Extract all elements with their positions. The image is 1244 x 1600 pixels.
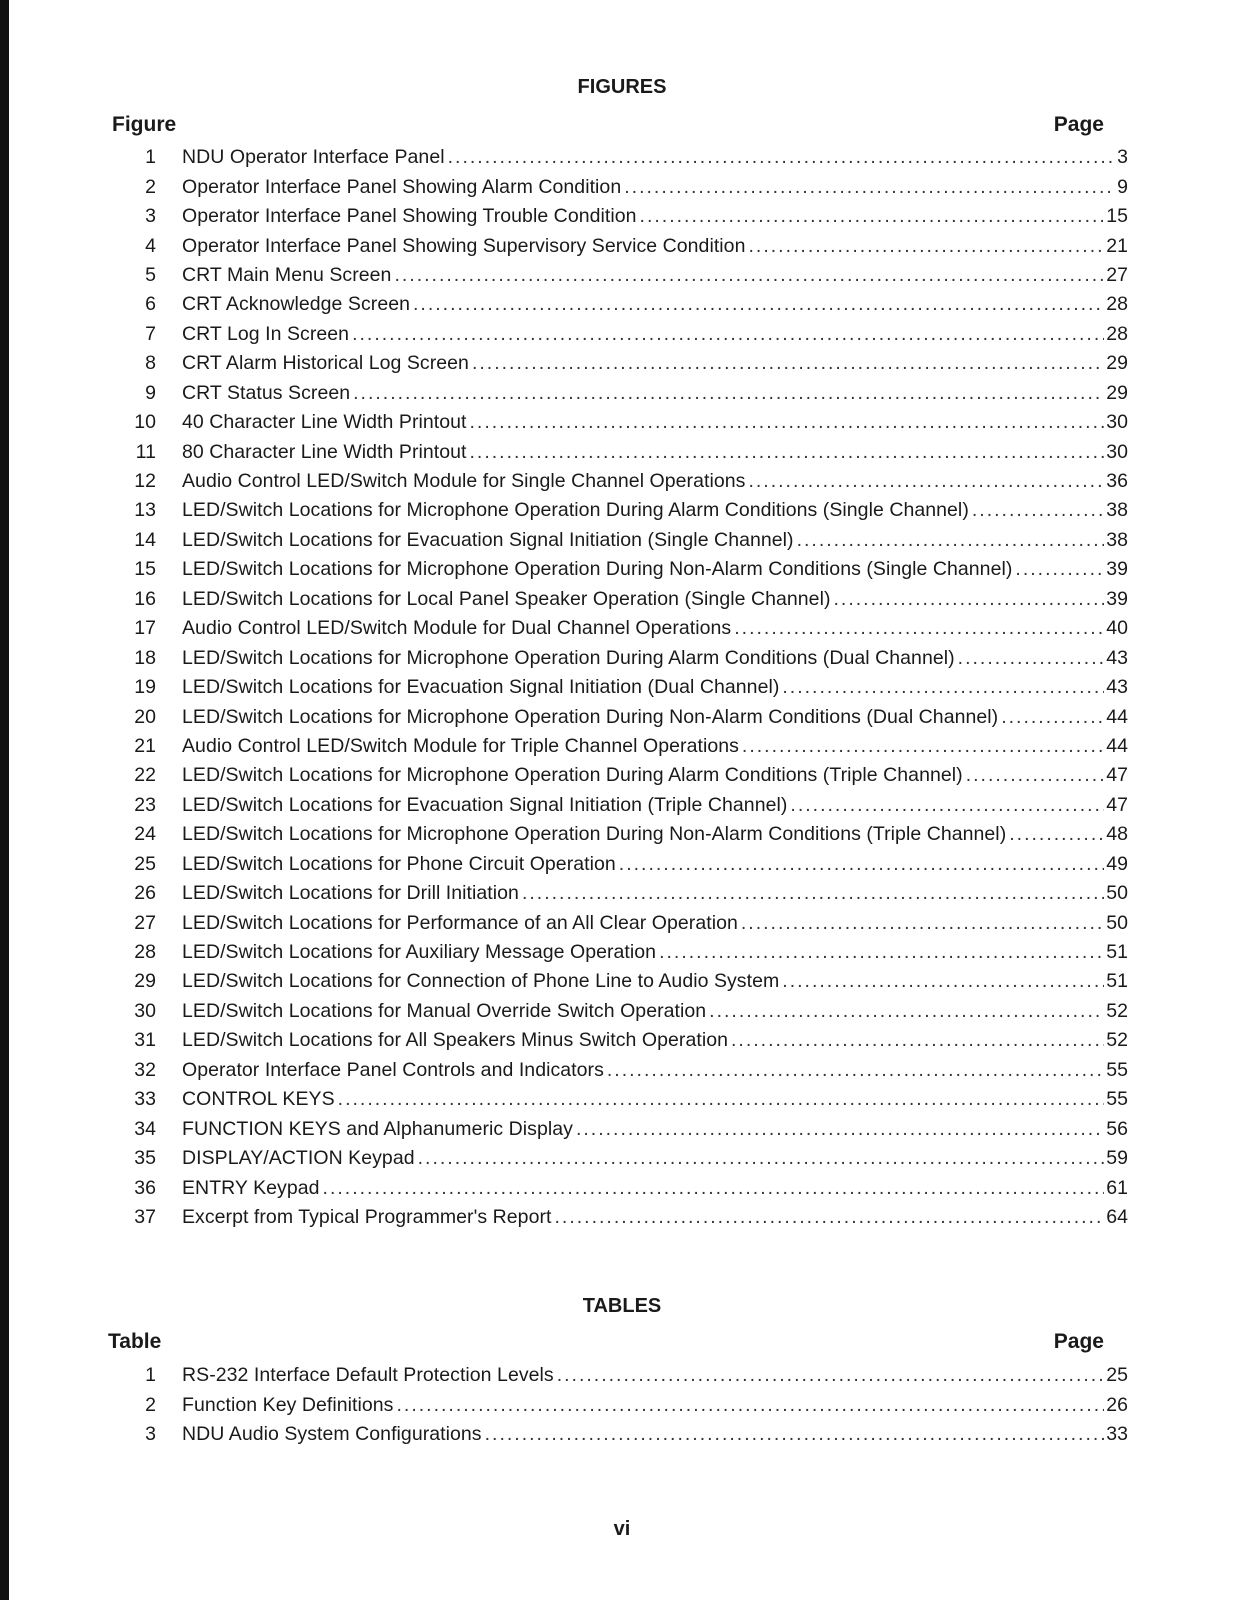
- figure-line: [182, 970, 1128, 993]
- figure-number: 31: [134, 1029, 156, 1052]
- figure-line: [182, 235, 1128, 258]
- figure-number: 33: [134, 1088, 156, 1111]
- figure-line: [182, 264, 1128, 287]
- figure-number: 11: [135, 440, 156, 463]
- figure-number: 22: [134, 764, 156, 787]
- figure-entry: [118, 437, 1128, 466]
- scan-edge-bar: [0, 0, 9, 1600]
- tables-page-label: Page: [1053, 1330, 1104, 1353]
- dot-leader: [557, 1364, 1104, 1387]
- dot-leader: [834, 588, 1105, 611]
- figure-number: 13: [134, 499, 156, 522]
- figure-entry: [118, 967, 1128, 996]
- figure-entry: [118, 643, 1128, 672]
- figure-title: Operator Interface Panel Controls and Indicators: [182, 1058, 604, 1081]
- figure-entry: [118, 231, 1128, 260]
- tables-list: [118, 1361, 1128, 1449]
- dot-leader: [418, 1147, 1105, 1170]
- figure-title: LED/Switch Locations for Auxiliary Message Operation: [182, 941, 657, 964]
- dot-leader: [470, 441, 1105, 464]
- figure-page: 59: [1106, 1147, 1128, 1170]
- figure-title: 80 Character Line Width Printout: [182, 440, 467, 463]
- figure-line: [182, 1206, 1128, 1229]
- figure-line: [182, 1088, 1128, 1111]
- figure-line: [182, 1029, 1128, 1052]
- figure-page: 43: [1106, 676, 1128, 699]
- figure-page: 56: [1106, 1117, 1128, 1140]
- figure-page: 29: [1106, 352, 1128, 375]
- dot-leader: [748, 470, 1104, 493]
- figure-page: 47: [1106, 793, 1128, 816]
- figure-number: 18: [134, 646, 156, 669]
- figure-number: 35: [134, 1147, 156, 1170]
- figure-entry: [118, 555, 1128, 584]
- figure-page: 21: [1106, 234, 1128, 257]
- figure-entry: [118, 261, 1128, 290]
- figures-page-label: Page: [1053, 113, 1104, 136]
- figure-title: Audio Control LED/Switch Module for Single Channel Operations: [182, 470, 746, 493]
- figure-number: 14: [134, 528, 156, 551]
- dot-leader: [797, 529, 1105, 552]
- figure-page: 64: [1106, 1205, 1128, 1228]
- figure-line: [182, 558, 1128, 581]
- dot-leader: [734, 617, 1104, 640]
- figure-line: [182, 588, 1128, 611]
- figure-line: [182, 735, 1128, 758]
- figure-page: 52: [1106, 999, 1128, 1022]
- dot-leader: [782, 970, 1104, 993]
- figure-line: [182, 882, 1128, 905]
- figure-number: 36: [134, 1176, 156, 1199]
- figure-page: 49: [1106, 852, 1128, 875]
- figure-title: Operator Interface Panel Showing Alarm Condition: [182, 175, 622, 198]
- figure-title: LED/Switch Locations for Evacuation Signal Initiation (Triple Channel): [182, 793, 788, 816]
- dot-leader: [413, 293, 1104, 316]
- figure-page: 48: [1106, 823, 1128, 846]
- figure-title: LED/Switch Locations for Performance of an All Clear Operation: [182, 911, 738, 934]
- figure-line: [182, 293, 1128, 316]
- table-number: 3: [145, 1423, 156, 1446]
- figure-number: 19: [134, 676, 156, 699]
- figure-entry: [118, 938, 1128, 967]
- figure-number: 12: [134, 470, 156, 493]
- figure-number: 37: [134, 1205, 156, 1228]
- table-entry: [118, 1390, 1128, 1419]
- figure-title: LED/Switch Locations for Microphone Operation During Non-Alarm Conditions (Dual Channel): [182, 705, 999, 728]
- figure-number: 16: [134, 587, 156, 610]
- figure-number: 27: [134, 911, 156, 934]
- figure-title: LED/Switch Locations for Microphone Operation During Alarm Conditions (Triple Channel): [182, 764, 963, 787]
- figure-page: 27: [1106, 263, 1128, 286]
- dot-leader: [554, 1206, 1104, 1229]
- dot-leader: [1009, 823, 1104, 846]
- figure-line: [182, 853, 1128, 876]
- figure-line: [182, 764, 1128, 787]
- dot-leader: [659, 941, 1104, 964]
- figure-entry: [118, 673, 1128, 702]
- dot-leader: [1001, 706, 1104, 729]
- dot-leader: [472, 352, 1104, 375]
- figure-title: LED/Switch Locations for Drill Initiation: [182, 882, 519, 905]
- figure-title: LED/Switch Locations for Microphone Operation During Non-Alarm Conditions (Single Channel): [182, 558, 1013, 581]
- figure-title: Operator Interface Panel Showing Supervisory Service Condition: [182, 234, 746, 257]
- figure-number: 4: [145, 234, 156, 257]
- dot-leader: [709, 1000, 1104, 1023]
- figure-title: CRT Log In Screen: [182, 322, 350, 345]
- table-title: NDU Audio System Configurations: [182, 1423, 482, 1446]
- dot-leader: [742, 735, 1104, 758]
- figure-number: 20: [134, 705, 156, 728]
- figure-line: [182, 146, 1128, 169]
- figure-number: 9: [145, 381, 156, 404]
- figure-title: LED/Switch Locations for Microphone Operation During Alarm Conditions (Dual Channel): [182, 646, 955, 669]
- table-line: [182, 1394, 1128, 1417]
- figure-number: 28: [134, 941, 156, 964]
- figure-entry: [118, 585, 1128, 614]
- table-number: 1: [145, 1364, 156, 1387]
- figure-line: [182, 1059, 1128, 1082]
- figure-line: [182, 1147, 1128, 1170]
- figure-page: 36: [1106, 470, 1128, 493]
- dot-leader: [972, 499, 1104, 522]
- figure-number: 5: [145, 263, 156, 286]
- table-page: 25: [1106, 1364, 1128, 1387]
- figure-line: [182, 411, 1128, 434]
- figure-entry: [118, 202, 1128, 231]
- figure-page: 38: [1106, 499, 1128, 522]
- dot-leader: [323, 1177, 1105, 1200]
- figure-page: 29: [1106, 381, 1128, 404]
- figure-entry: [118, 496, 1128, 525]
- figure-line: [182, 499, 1128, 522]
- figure-number: 3: [145, 205, 156, 228]
- figure-line: [182, 1000, 1128, 1023]
- figure-number: 1: [145, 146, 156, 169]
- figure-line: [182, 1177, 1128, 1200]
- figure-entry: [118, 408, 1128, 437]
- dot-leader: [448, 146, 1115, 169]
- figure-line: [182, 794, 1128, 817]
- figure-title: CONTROL KEYS: [182, 1088, 335, 1111]
- figure-title: 40 Character Line Width Printout: [182, 411, 467, 434]
- figure-title: CRT Main Menu Screen: [182, 263, 392, 286]
- figure-entry: [118, 320, 1128, 349]
- figure-title: NDU Operator Interface Panel: [182, 146, 445, 169]
- figure-page: 50: [1106, 882, 1128, 905]
- figure-number: 7: [145, 322, 156, 345]
- figure-line: [182, 176, 1128, 199]
- figure-number: 21: [134, 734, 156, 757]
- figure-page: 50: [1106, 911, 1128, 934]
- tables-column-label: Table: [108, 1330, 162, 1353]
- table-line: [182, 1423, 1128, 1446]
- figure-number: 23: [134, 793, 156, 816]
- figure-number: 6: [145, 293, 156, 316]
- figure-entry: [118, 879, 1128, 908]
- figure-line: [182, 1118, 1128, 1141]
- figure-line: [182, 941, 1128, 964]
- figure-line: [182, 617, 1128, 640]
- dot-leader: [624, 176, 1115, 199]
- dot-leader: [576, 1118, 1104, 1141]
- figure-line: [182, 647, 1128, 670]
- figure-entry: [118, 997, 1128, 1026]
- figure-number: 32: [134, 1058, 156, 1081]
- figure-line: [182, 441, 1128, 464]
- figure-number: 30: [134, 999, 156, 1022]
- figure-entry: [118, 1114, 1128, 1143]
- figure-title: LED/Switch Locations for Local Panel Speaker Operation (Single Channel): [182, 587, 831, 610]
- figure-entry: [118, 1203, 1128, 1232]
- table-entry: [118, 1361, 1128, 1390]
- figure-entry: [118, 614, 1128, 643]
- table-title: Function Key Definitions: [182, 1393, 394, 1416]
- dot-leader: [522, 882, 1104, 905]
- dot-leader: [338, 1088, 1105, 1111]
- figure-line: [182, 352, 1128, 375]
- dot-leader: [470, 411, 1105, 434]
- figure-line: [182, 529, 1128, 552]
- dot-leader: [731, 1029, 1104, 1052]
- figure-number: 2: [145, 175, 156, 198]
- figure-entry: [118, 761, 1128, 790]
- figure-entry: [118, 820, 1128, 849]
- figure-entry: [118, 526, 1128, 555]
- figure-line: [182, 912, 1128, 935]
- figures-heading: FIGURES: [577, 76, 667, 98]
- figure-entry: [118, 349, 1128, 378]
- figure-line: [182, 205, 1128, 228]
- page-number: vi: [613, 1518, 631, 1540]
- figure-entry: [118, 1026, 1128, 1055]
- figure-number: 25: [134, 852, 156, 875]
- dot-leader: [394, 264, 1104, 287]
- figure-title: LED/Switch Locations for Evacuation Signal Initiation (Single Channel): [182, 528, 794, 551]
- dot-leader: [966, 764, 1105, 787]
- figure-entry: [118, 290, 1128, 319]
- figure-page: 30: [1106, 440, 1128, 463]
- figure-line: [182, 823, 1128, 846]
- figure-title: LED/Switch Locations for Microphone Operation During Non-Alarm Conditions (Triple Channel): [182, 823, 1007, 846]
- figure-title: FUNCTION KEYS and Alphanumeric Display: [182, 1117, 573, 1140]
- dot-leader: [782, 676, 1104, 699]
- figure-page: 52: [1106, 1029, 1128, 1052]
- figure-page: 28: [1106, 293, 1128, 316]
- figure-entry: [118, 467, 1128, 496]
- figure-line: [182, 706, 1128, 729]
- figure-entry: [118, 850, 1128, 879]
- figure-page: 38: [1106, 528, 1128, 551]
- figure-page: 51: [1106, 941, 1128, 964]
- dot-leader: [607, 1059, 1104, 1082]
- figure-entry: [118, 379, 1128, 408]
- figures-column-label: Figure: [112, 113, 177, 136]
- dot-leader: [619, 853, 1104, 876]
- dot-leader: [741, 912, 1104, 935]
- dot-leader: [748, 235, 1104, 258]
- figure-entry: [118, 791, 1128, 820]
- figure-line: [182, 470, 1128, 493]
- figure-page: 9: [1117, 175, 1128, 198]
- figure-title: LED/Switch Locations for Microphone Operation During Alarm Conditions (Single Channel): [182, 499, 969, 522]
- tables-heading: TABLES: [582, 1295, 662, 1317]
- figure-page: 51: [1106, 970, 1128, 993]
- figures-list: [118, 143, 1128, 1232]
- figure-page: 44: [1106, 734, 1128, 757]
- figure-page: 39: [1106, 558, 1128, 581]
- figure-entry: [118, 1085, 1128, 1114]
- table-line: [182, 1364, 1128, 1387]
- dot-leader: [353, 382, 1104, 405]
- figure-number: 26: [134, 882, 156, 905]
- table-title: RS-232 Interface Default Protection Levels: [182, 1364, 554, 1387]
- figure-page: 55: [1106, 1058, 1128, 1081]
- dot-leader: [396, 1394, 1104, 1417]
- figure-page: 44: [1106, 705, 1128, 728]
- figure-number: 34: [134, 1117, 156, 1140]
- figure-entry: [118, 732, 1128, 761]
- figure-page: 3: [1117, 146, 1128, 169]
- figure-page: 39: [1106, 587, 1128, 610]
- figure-entry: [118, 1056, 1128, 1085]
- figure-entry: [118, 1173, 1128, 1202]
- figure-page: 55: [1106, 1088, 1128, 1111]
- figure-page: 61: [1106, 1176, 1128, 1199]
- table-entry: [118, 1420, 1128, 1449]
- figure-title: Operator Interface Panel Showing Trouble Condition: [182, 205, 637, 228]
- table-page: 33: [1106, 1423, 1128, 1446]
- figure-line: [182, 676, 1128, 699]
- figure-title: CRT Acknowledge Screen: [182, 293, 411, 316]
- figure-page: 40: [1106, 617, 1128, 640]
- figure-page: 15: [1106, 205, 1128, 228]
- dot-leader: [640, 205, 1105, 228]
- dot-leader: [958, 647, 1105, 670]
- figure-page: 43: [1106, 646, 1128, 669]
- dot-leader: [352, 323, 1104, 346]
- figure-page: 47: [1106, 764, 1128, 787]
- dot-leader: [1015, 558, 1104, 581]
- dot-leader: [485, 1423, 1105, 1446]
- figure-entry: [118, 702, 1128, 731]
- figure-entry: [118, 143, 1128, 172]
- figure-page: 28: [1106, 322, 1128, 345]
- figure-number: 24: [134, 823, 156, 846]
- figure-title: DISPLAY/ACTION Keypad: [182, 1147, 415, 1170]
- figure-entry: [118, 1144, 1128, 1173]
- figure-number: 29: [134, 970, 156, 993]
- figure-entry: [118, 172, 1128, 201]
- figure-line: [182, 323, 1128, 346]
- figure-title: ENTRY Keypad: [182, 1176, 320, 1199]
- figure-entry: [118, 908, 1128, 937]
- table-number: 2: [145, 1393, 156, 1416]
- figure-number: 15: [134, 558, 156, 581]
- figure-page: 30: [1106, 411, 1128, 434]
- figure-title: LED/Switch Locations for Manual Override Switch Operation: [182, 999, 707, 1022]
- figure-title: Audio Control LED/Switch Module for Dual Channel Operations: [182, 617, 732, 640]
- figure-title: CRT Status Screen: [182, 381, 351, 404]
- figure-title: Audio Control LED/Switch Module for Triple Channel Operations: [182, 734, 739, 757]
- figure-line: [182, 382, 1128, 405]
- figure-title: LED/Switch Locations for Phone Circuit Operation: [182, 852, 616, 875]
- figure-title: LED/Switch Locations for Evacuation Signal Initiation (Dual Channel): [182, 676, 780, 699]
- figure-number: 17: [134, 617, 156, 640]
- figure-title: CRT Alarm Historical Log Screen: [182, 352, 469, 375]
- table-page: 26: [1106, 1393, 1128, 1416]
- figure-title: Excerpt from Typical Programmer's Report: [182, 1205, 552, 1228]
- figure-title: LED/Switch Locations for Connection of Phone Line to Audio System: [182, 970, 780, 993]
- figure-number: 8: [145, 352, 156, 375]
- dot-leader: [790, 794, 1104, 817]
- figure-number: 10: [134, 411, 156, 434]
- figure-title: LED/Switch Locations for All Speakers Minus Switch Operation: [182, 1029, 728, 1052]
